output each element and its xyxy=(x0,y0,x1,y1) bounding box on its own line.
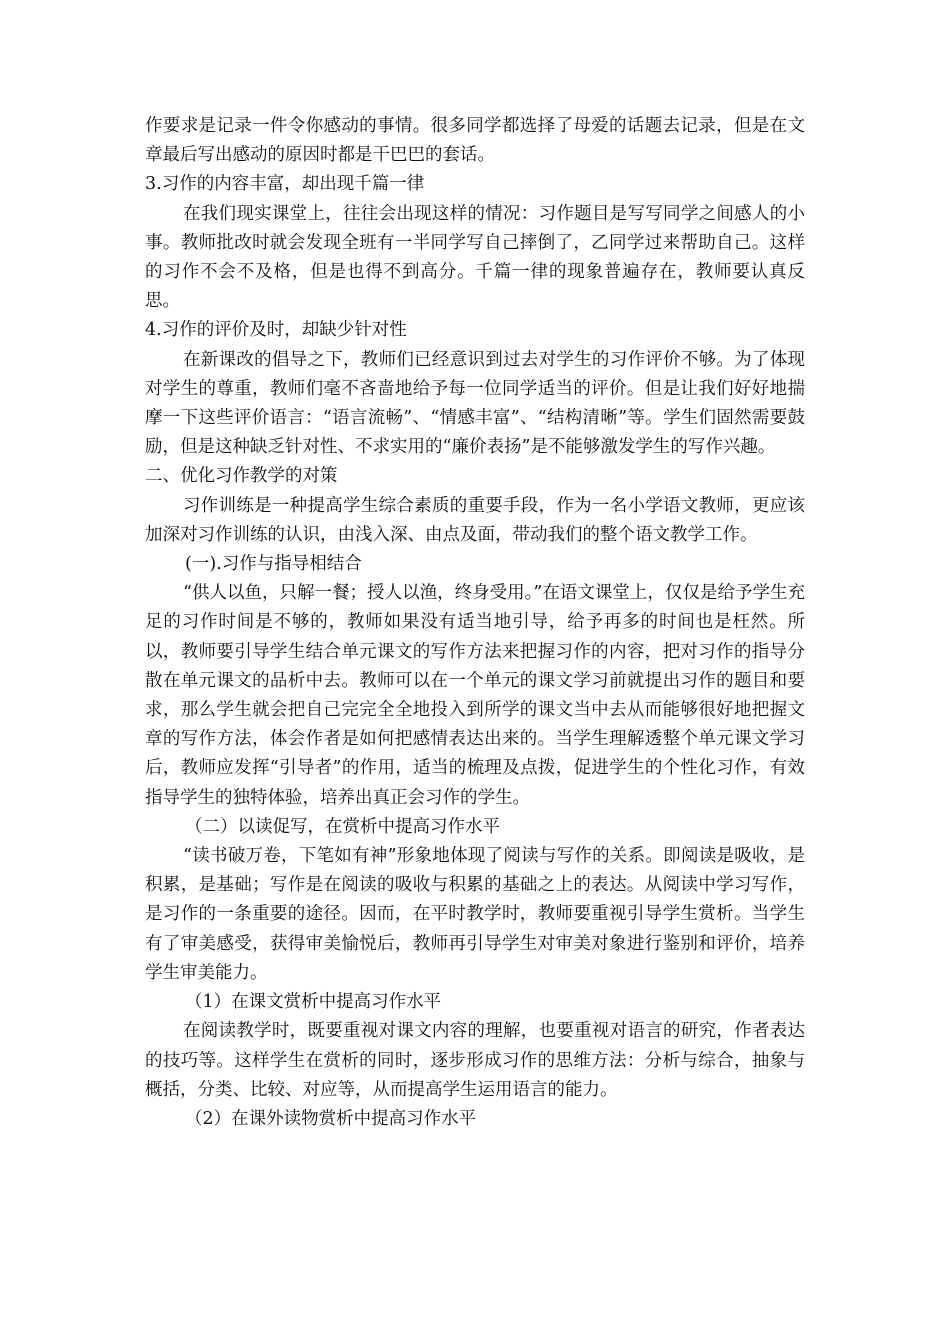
subheading-2-2: （2）在课外读物赏析中提高习作水平 xyxy=(185,1108,477,1129)
paragraph: 在我们现实课堂上，往往会出现这样的情况：习作题目是写写同学之间感人的小事。教师批改时就会发现全班有一半同学写自己摔倒了，乙同学过来帮助自己。这样的习作不会不及格，但是也得不到高分。千篇一律的现象普遍存在，教师要认真反思。 xyxy=(145,203,805,312)
paragraph-continuation: 作要求是记录一件令你感动的事情。很多同学都选择了母爱的话题去记录，但是在文章最后写出感动的原因时都是干巴巴的套话。 xyxy=(145,116,805,166)
paragraph: 在阅读教学时，既要重视对课文内容的理解，也要重视对语言的研究，作者表达的技巧等。这样学生在赏析的同时，逐步形成习作的思维方法：分析与综合，抽象与概括，分类、比较、对应等，从而提高学生运用语言的能力。 xyxy=(145,1021,805,1100)
heading-point-3: 3.习作的内容丰富，却出现千篇一律 xyxy=(145,174,425,195)
subheading-1: (一).习作与指导相结合 xyxy=(185,554,362,575)
paragraph: 习作训练是一种提高学生综合素质的重要手段，作为一名小学语文教师，更应该加深对习作训练的认识，由浅入深、由点及面，带动我们的整个语文教学工作。 xyxy=(145,495,805,545)
document-page xyxy=(145,112,805,1134)
paragraph: “读书破万卷，下笔如有神”形象地体现了阅读与写作的关系。即阅读是吸收，是积累，是基础；写作是在阅读的吸收与积累的基础之上的表达。从阅读中学习写作，是习作的一条重要的途径。因而，在平时教学时，教师要重视引导学生赏析。当学生有了审美感受，获得审美愉悦后，教师再引导学生对审美对象进行鉴别和评价，培养学生审美能力。 xyxy=(145,846,805,983)
section-heading-2: 二、优化习作教学的对策 xyxy=(145,466,338,487)
subheading-2-1: （1）在课文赏析中提高习作水平 xyxy=(185,992,442,1013)
subheading-2: （二）以读促写，在赏析中提高习作水平 xyxy=(185,816,500,837)
paragraph: 在新课改的倡导之下，教师们已经意识到过去对学生的习作评价不够。为了体现对学生的尊重，教师们毫不吝啬地给予每一位同学适当的评价。但是让我们好好地揣摩一下这些评价语言：“语言流畅”、“情感丰富”、“结构清晰”等。学生们固然需要鼓励，但是这种缺乏针对性、不求实用的“廉价表扬”是不能够激发学生的写作兴趣。 xyxy=(145,349,805,458)
paragraph: “供人以鱼，只解一餐；授人以渔，终身受用。”在语文课堂上，仅仅是给予学生充足的习作时间是不够的，教师如果没有适当地引导，给予再多的时间也是枉然。所以，教师要引导学生结合单元课文的写作方法来把握习作的内容，把对习作的指导分散在单元课文的品析中去。教师可以在一个单元的课文学习前就提出习作的题目和要求，那么学生就会把自己完完全全地投入到所学的课文当中去从而能够很好地把握文章的写作方法，体会作者是如何把感情表达出来的。当学生理解透整个单元课文学习后，教师应发挥“引导者”的作用，适当的梳理及点拨，促进学生的个性化习作，有效指导学生的独特体验，培养出真正会习作的学生。 xyxy=(145,583,805,808)
heading-point-4: 4.习作的评价及时，却缺少针对性 xyxy=(145,320,407,341)
